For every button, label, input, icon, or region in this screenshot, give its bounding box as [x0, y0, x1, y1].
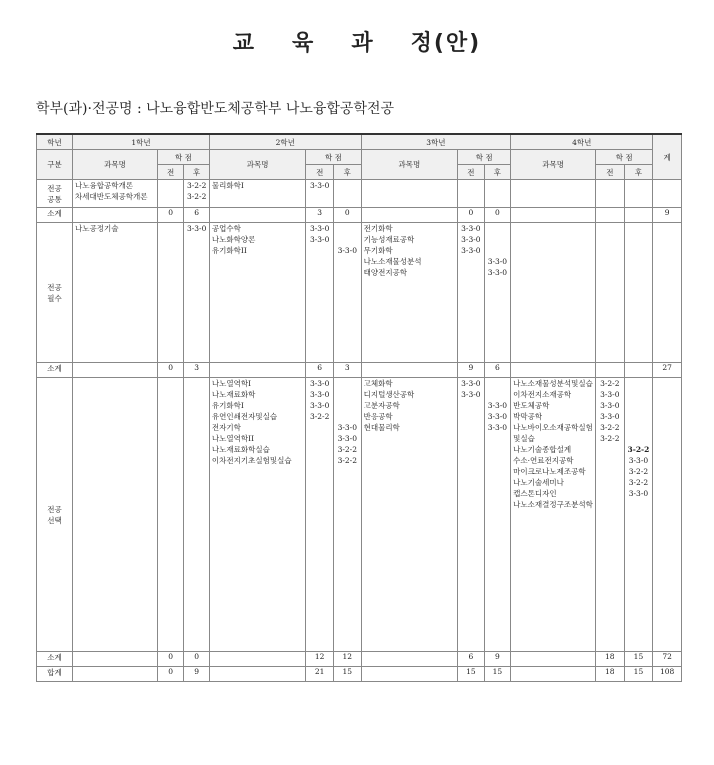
subtotal-second: 0	[333, 208, 361, 223]
credit-value	[487, 389, 509, 400]
subtotal-label: 소계	[37, 363, 73, 378]
subtotal-row	[37, 363, 682, 378]
credit-value: 3-2-2	[309, 412, 330, 421]
subtotal-first: 6	[458, 652, 485, 667]
credit-value	[336, 400, 359, 411]
grand-total-name-cell	[73, 667, 158, 682]
course-name: 전자기학	[211, 423, 241, 432]
credit-value: 3-2-2	[627, 445, 650, 454]
category-label-line: 전공	[47, 504, 62, 514]
subtotal-name-cell	[361, 208, 458, 223]
second-semester-header: 후	[624, 165, 653, 180]
credit-value	[308, 245, 331, 256]
first-semester-header: 전	[157, 165, 184, 180]
course-name: 박막공학	[513, 412, 543, 421]
subtotal-name-cell	[73, 208, 158, 223]
first-credit-cell	[306, 378, 334, 652]
credit-value: 3-3-0	[461, 246, 481, 255]
course-name-header: 과목명	[361, 150, 458, 180]
second-credit-cell	[484, 378, 511, 652]
credit-value: 3-2-2	[600, 379, 620, 388]
credit-value: 3-3-0	[309, 181, 330, 190]
second-credit-cell	[484, 223, 511, 363]
credit-header: 학 점	[306, 150, 361, 165]
grand-total-label: 합계	[37, 667, 73, 682]
course-name: 물리화학I	[211, 181, 244, 190]
credit-value	[308, 433, 331, 444]
course-name: 기능성재료공학	[363, 235, 415, 244]
credit-value	[487, 223, 509, 234]
credit-value	[598, 455, 622, 466]
subtotal-name-cell	[361, 652, 458, 667]
course-name: 나노소재물성분석	[363, 257, 422, 266]
course-name: 이차전지기초실험및실습	[211, 456, 292, 465]
first-credit-cell	[596, 180, 625, 208]
course-name-header: 과목명	[73, 150, 158, 180]
subtotal-first: 0	[157, 652, 184, 667]
subtotal-name-cell	[361, 363, 458, 378]
credit-value	[336, 234, 359, 245]
credit-header: 학 점	[596, 150, 653, 165]
first-credit-cell	[458, 378, 485, 652]
grand-total-name-cell	[361, 667, 458, 682]
subtotal-name-cell	[209, 363, 306, 378]
first-credit-cell	[596, 223, 625, 363]
course-name: 반도체공학	[513, 401, 550, 410]
course-name: 디지털생산공학	[363, 390, 415, 399]
subtotal-name-cell	[511, 363, 596, 378]
credit-value: 3-3-0	[600, 401, 620, 410]
second-credit-cell	[333, 180, 361, 208]
course-name: 마이크로나노제조공학	[513, 467, 586, 476]
course-name-cell	[73, 223, 158, 363]
credit-value: 3-3-0	[487, 423, 508, 432]
credit-value	[308, 455, 331, 466]
credit-value: 3-3-0	[337, 423, 357, 432]
category-label-line: 필수	[47, 293, 62, 303]
second-credit-cell	[333, 378, 361, 652]
category-label-line: 전공	[47, 183, 62, 193]
year-3-header: 3학년	[361, 134, 511, 150]
course-name: 고분자공학	[363, 401, 400, 410]
subtotal-name-cell	[73, 363, 158, 378]
credit-value	[627, 433, 651, 444]
grand-total-row	[37, 667, 682, 682]
credit-value	[460, 256, 482, 267]
course-name: 전기화학	[363, 224, 393, 233]
second-credit-cell	[184, 223, 209, 363]
credit-value	[308, 422, 331, 433]
first-credit-cell	[458, 180, 485, 208]
course-name: 나노재료화학	[211, 390, 256, 399]
credit-value	[460, 400, 482, 411]
credit-value: 3-3-0	[309, 224, 330, 233]
group-row	[37, 180, 682, 208]
subtotal-first	[596, 208, 625, 223]
subtotal-second: 6	[184, 208, 209, 223]
course-name: 나노기술세미나	[513, 478, 564, 487]
subtotal-row	[37, 652, 682, 667]
credit-value	[627, 389, 651, 400]
year-1-header: 1학년	[73, 134, 210, 150]
subtotal-label: 소계	[37, 208, 73, 223]
second-credit-cell	[624, 223, 653, 363]
credit-value: 3-3-0	[600, 390, 620, 399]
course-name: 나노기술종합설계	[513, 445, 572, 454]
title-char: 과	[351, 31, 375, 56]
course-name-header: 과목명	[511, 150, 596, 180]
credit-value	[460, 267, 482, 278]
course-name: 공업수학	[211, 224, 241, 233]
subtotal-first: 3	[306, 208, 334, 223]
year-2-header: 2학년	[209, 134, 361, 150]
course-name: 수소·연료전지공학	[513, 456, 574, 465]
credit-value: 3-3-0	[461, 224, 481, 233]
credit-value	[336, 378, 359, 389]
subtotal-first: 0	[157, 363, 184, 378]
course-name: 나노열역학I	[211, 379, 252, 388]
second-semester-header: 후	[184, 165, 209, 180]
title-char: 정(안)	[410, 31, 482, 56]
credit-value: 3-2-2	[186, 192, 207, 201]
subtotal-name-cell	[209, 208, 306, 223]
subtotal-label: 소계	[37, 652, 73, 667]
course-name-cell	[73, 180, 158, 208]
credit-value	[487, 234, 509, 245]
credit-value	[627, 378, 651, 389]
course-name-cell	[511, 223, 596, 363]
credit-value	[627, 411, 651, 422]
course-name: 나노소재결정구조분석학	[513, 500, 593, 509]
title-char: 육	[292, 31, 316, 56]
curriculum-table	[36, 133, 682, 682]
course-name: 무기화학	[363, 246, 393, 255]
first-semester-header: 전	[306, 165, 334, 180]
grand-total-name-cell	[209, 667, 306, 682]
course-name: 나노공정기술	[75, 224, 119, 233]
second-credit-cell	[184, 378, 209, 652]
credit-value	[627, 422, 651, 433]
group-row	[37, 378, 682, 652]
credit-value: 3-2-2	[628, 478, 649, 487]
credit-value: 3-3-0	[186, 224, 207, 233]
credit-value: 3-3-0	[487, 257, 508, 266]
credit-value	[598, 444, 622, 455]
second-credit-cell	[184, 180, 209, 208]
course-name: 유기화학I	[211, 401, 244, 410]
subtotal-second: 3	[333, 363, 361, 378]
year-4-header: 4학년	[511, 134, 653, 150]
grand-total-first: 15	[458, 667, 485, 682]
grand-total-second: 15	[484, 667, 511, 682]
credit-value	[598, 466, 622, 477]
subtotal-second: 15	[624, 652, 653, 667]
document-title	[0, 26, 714, 57]
subtotal-first: 0	[458, 208, 485, 223]
course-name: 유기화학II	[211, 246, 247, 255]
first-credit-cell	[458, 223, 485, 363]
second-semester-header: 후	[333, 165, 361, 180]
credit-value: 3-2-2	[600, 423, 620, 432]
category-label	[37, 180, 73, 208]
course-name-cell	[209, 223, 306, 363]
course-name-cell	[361, 378, 458, 652]
course-name: 나노재료화학실습	[211, 445, 270, 454]
credit-header: 학 점	[458, 150, 511, 165]
first-credit-cell	[157, 223, 184, 363]
course-name-cell	[361, 223, 458, 363]
credit-value: 3-2-2	[337, 445, 357, 454]
course-name-cell	[511, 378, 596, 652]
credit-value: 3-3-0	[600, 412, 620, 421]
first-credit-cell	[306, 180, 334, 208]
credit-value	[460, 422, 482, 433]
credit-value	[487, 245, 509, 256]
grand-total-first: 18	[596, 667, 625, 682]
subtotal-first	[596, 363, 625, 378]
course-name: 태양전지공학	[363, 268, 408, 277]
category-label-line: 선택	[47, 515, 62, 525]
course-name: 나노융합공학개론	[75, 181, 134, 190]
grand-total-first: 21	[306, 667, 334, 682]
category-label-line: 전공	[47, 282, 62, 292]
credit-value: 3-3-0	[309, 401, 330, 410]
grand-total-name-cell	[511, 667, 596, 682]
first-credit-cell	[596, 378, 625, 652]
course-name-header: 과목명	[209, 150, 306, 180]
course-name: 반응공학	[363, 412, 393, 421]
second-credit-cell	[624, 180, 653, 208]
credit-value: 3-3-0	[461, 379, 481, 388]
course-name: 나노열역학II	[211, 434, 255, 443]
first-semester-header: 전	[596, 165, 625, 180]
course-name: 유연인쇄전자및실습	[211, 412, 278, 421]
subtotal-first: 12	[306, 652, 334, 667]
subtotal-first: 6	[306, 363, 334, 378]
subtotal-name-cell	[209, 652, 306, 667]
subtotal-name-cell	[73, 652, 158, 667]
course-name-cell	[73, 378, 158, 652]
subtotal-second: 0	[484, 208, 511, 223]
grand-total-first: 0	[157, 667, 184, 682]
credit-value: 3-3-0	[487, 412, 508, 421]
course-name: 나노소재물성분석및실습	[513, 379, 593, 388]
grand-total-second: 9	[184, 667, 209, 682]
credit-value: 3-2-2	[628, 467, 649, 476]
subtotal-second: 9	[484, 652, 511, 667]
subtotal-second	[624, 208, 653, 223]
category-label	[37, 378, 73, 652]
credit-value	[160, 223, 182, 234]
credit-value: 3-3-0	[309, 390, 330, 399]
subtotal-total: 27	[653, 363, 682, 378]
credit-value: 3-3-0	[628, 456, 649, 465]
subtotal-name-cell	[511, 652, 596, 667]
first-semester-header: 전	[458, 165, 485, 180]
credit-value: 3-3-0	[487, 268, 508, 277]
subtotal-first: 18	[596, 652, 625, 667]
course-name: 고체화학	[363, 379, 393, 388]
course-name: 이차전지소재공학	[513, 390, 572, 399]
first-credit-cell	[157, 378, 184, 652]
second-semester-header: 후	[484, 165, 511, 180]
group-total-cell	[653, 378, 682, 652]
credit-value: 3-3-0	[337, 246, 357, 255]
course-name: 현대물리학	[363, 423, 400, 432]
course-name-cell	[511, 180, 596, 208]
credit-value: 3-3-0	[337, 434, 357, 443]
course-name: 캡스톤디자인	[513, 489, 557, 498]
group-total-cell	[653, 223, 682, 363]
credit-value: 3-2-2	[337, 456, 357, 465]
subtotal-name-cell	[511, 208, 596, 223]
credit-value	[308, 444, 331, 455]
category-label-line: 공통	[47, 194, 62, 204]
second-credit-cell	[333, 223, 361, 363]
subtotal-second	[624, 363, 653, 378]
subtotal-second: 3	[184, 363, 209, 378]
year-header: 학년	[37, 134, 73, 150]
credit-value	[627, 400, 651, 411]
credit-value	[160, 191, 182, 202]
credit-value	[336, 411, 359, 422]
course-name-cell	[209, 378, 306, 652]
title-char: 교	[232, 31, 257, 56]
credit-value	[598, 488, 622, 499]
first-credit-cell	[157, 180, 184, 208]
credit-value	[160, 180, 182, 191]
course-name: 차세대반도체공학개론	[75, 192, 148, 201]
credit-value: 3-3-0	[628, 489, 649, 498]
credit-value	[598, 477, 622, 488]
credit-value: 3-3-0	[487, 401, 508, 410]
grand-total-value: 108	[653, 667, 682, 682]
curriculum-body	[37, 180, 682, 682]
credit-value	[336, 389, 359, 400]
department-major-line: 학부(과)·전공명 : 나노융합반도체공학부 나노융합공학전공	[36, 101, 395, 117]
subtotal-second: 6	[484, 363, 511, 378]
grand-total-second: 15	[624, 667, 653, 682]
second-credit-cell	[484, 180, 511, 208]
total-header: 계	[653, 134, 682, 180]
category-header: 구분	[37, 150, 73, 180]
credit-value: 3-3-0	[461, 235, 481, 244]
credit-value: 3-3-0	[309, 379, 330, 388]
credit-value	[336, 223, 359, 234]
credit-value: 3-3-0	[309, 235, 330, 244]
subtotal-row	[37, 208, 682, 223]
credit-header: 학 점	[157, 150, 209, 165]
subtotal-first: 0	[157, 208, 184, 223]
subtotal-second: 0	[184, 652, 209, 667]
course-name-cell	[361, 180, 458, 208]
group-row	[37, 223, 682, 363]
credit-value	[336, 180, 359, 191]
credit-value: 3-3-0	[461, 390, 481, 399]
course-name: 나노바이오소재공학실험및실습	[513, 423, 593, 443]
group-total-cell	[653, 180, 682, 208]
category-label	[37, 223, 73, 363]
subtotal-total: 9	[653, 208, 682, 223]
subtotal-first: 9	[458, 363, 485, 378]
credit-value: 3-2-2	[600, 434, 620, 443]
credit-value	[487, 378, 509, 389]
first-credit-cell	[306, 223, 334, 363]
subtotal-total: 72	[653, 652, 682, 667]
credit-value: 3-2-2	[186, 181, 207, 190]
course-name: 나노화학양론	[211, 235, 256, 244]
credit-value	[460, 411, 482, 422]
grand-total-second: 15	[333, 667, 361, 682]
course-name-cell	[209, 180, 306, 208]
second-credit-cell	[624, 378, 653, 652]
subtotal-second: 12	[333, 652, 361, 667]
